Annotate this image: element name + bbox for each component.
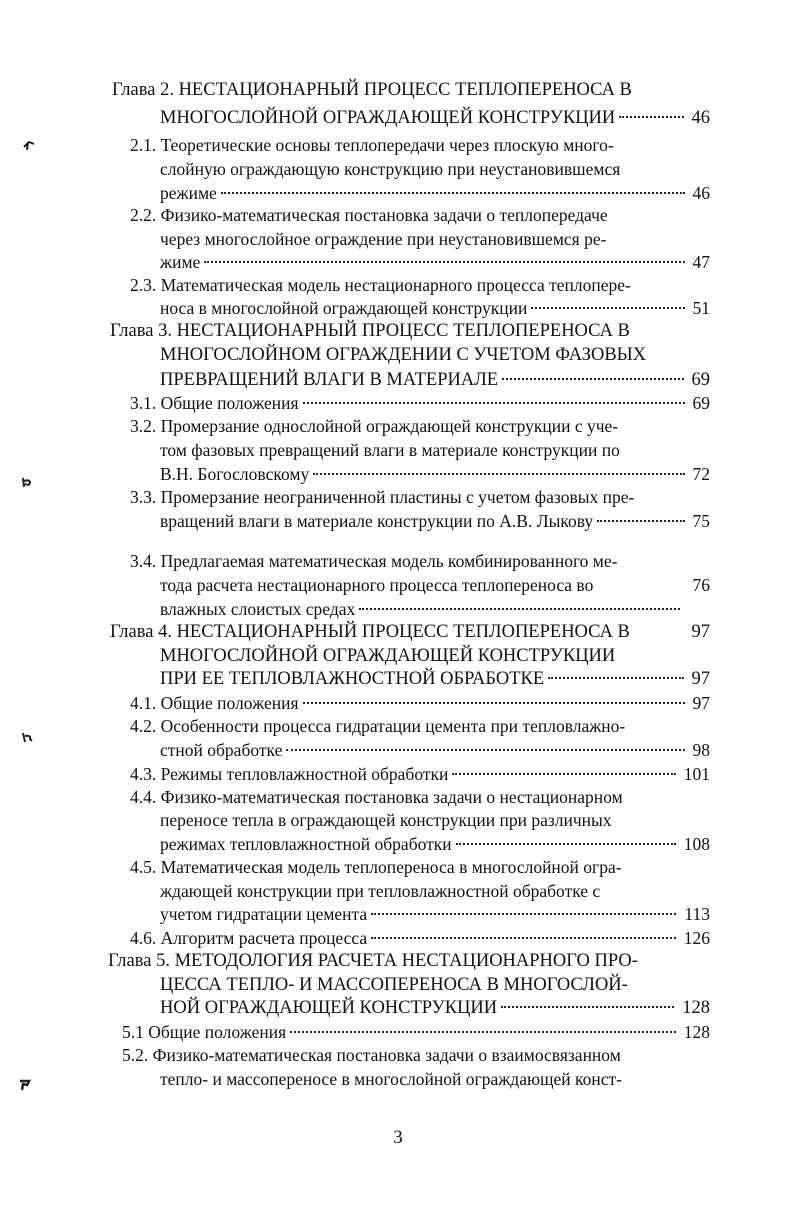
toc-line-text: 4.1. Общие положения — [130, 693, 299, 713]
toc-line-text: учетом гидратации цемента — [160, 904, 368, 924]
toc-line — [160, 808, 710, 832]
toc-line-text: 2.1. Теоретические основы теплопередачи через плоскую много- — [130, 135, 614, 155]
toc-line-text: 2.3. Математическая модель нестационарного процесса теплопере- — [130, 275, 631, 295]
toc-line — [160, 438, 710, 462]
toc-line — [160, 106, 710, 130]
toc-line — [130, 762, 710, 786]
toc-page-number: 128 — [682, 998, 710, 1018]
toc-line — [122, 1020, 710, 1044]
toc-page-number: 101 — [683, 764, 710, 784]
dot-leader — [597, 520, 684, 522]
toc-line — [160, 738, 710, 762]
dot-leader — [286, 749, 684, 751]
toc-line — [108, 949, 708, 973]
toc-line-text: стной обработке — [160, 740, 283, 760]
toc-line-text: 3.2. Промерзание однослойной ограждающей конструкции с уче- — [130, 416, 619, 436]
toc-line — [110, 620, 710, 644]
toc-line — [130, 414, 710, 438]
toc-line — [160, 667, 710, 691]
toc-line-text: ждающей конструкции при тепловлажностной обработке с — [160, 881, 601, 901]
toc-line — [112, 78, 672, 102]
scan-speck-icon — [20, 730, 34, 744]
toc-line-text: тепло- и массопереносе в многослойной ограждающей конст- — [160, 1069, 622, 1089]
toc-line-text: ПРЕВРАЩЕНИЙ ВЛАГИ В МАТЕРИАЛЕ — [160, 370, 499, 390]
page-number: 3 — [393, 1127, 403, 1148]
toc-line-text: том фазовых превращений влаги в материале конструкции по — [160, 440, 620, 460]
toc-line-text: тода расчета нестационарного процесса теплопереноса во — [160, 575, 594, 595]
toc-line — [160, 644, 710, 668]
toc-line — [130, 714, 710, 738]
toc-line-text: режимах тепловлажностной обработки — [160, 834, 452, 854]
toc-line — [110, 319, 670, 343]
toc-line-text: 4.3. Режимы тепловлажностной обработки — [130, 764, 449, 784]
toc-line-text: МНОГОСЛОЙНОЙ ОГРАЖДАЮЩЕЙ КОНСТРУКЦИИ — [160, 646, 616, 666]
toc-page-number: 46 — [691, 108, 710, 128]
scan-speck-icon — [18, 1078, 32, 1092]
toc-line-text: жиме — [160, 252, 201, 272]
toc-line — [160, 597, 680, 621]
toc-line — [160, 973, 710, 997]
toc-line-text: Глава 2. НЕСТАЦИОНАРНЫЙ ПРОЦЕСС ТЕПЛОПЕРЕНОСА В — [112, 80, 632, 100]
toc-line-text: НОЙ ОГРАЖДАЮЩЕЙ КОНСТРУКЦИИ — [160, 998, 498, 1018]
toc-line — [130, 391, 710, 415]
toc-line-text: переносе тепла в ограждающей конструкции при различных — [160, 810, 612, 830]
toc-page-number: 69 — [692, 393, 710, 413]
toc-line-text: Глава 3. НЕСТАЦИОНАРНЫЙ ПРОЦЕСС ТЕПЛОПЕРЕНОСА В — [110, 321, 630, 341]
toc-line — [130, 203, 710, 227]
toc-line — [160, 227, 710, 251]
toc-line — [160, 250, 710, 274]
toc-line-text: 4.5. Математическая модель теплопереноса в многослойной огра- — [130, 857, 622, 877]
toc-line-text: МНОГОСЛОЙНОМ ОГРАЖДЕНИИ С УЧЕТОМ ФАЗОВЫХ — [160, 345, 647, 365]
dot-leader — [204, 261, 684, 263]
toc-line-text: В.Н. Богословскому — [160, 464, 310, 484]
toc-line-text: 4.2. Особенности процесса гидратации цемента при тепловлажно- — [130, 716, 626, 736]
dot-leader — [619, 116, 683, 118]
toc-line — [130, 273, 710, 297]
toc-line — [160, 462, 710, 486]
toc-line — [160, 1067, 710, 1091]
toc-page-number: 97 — [692, 693, 710, 713]
toc-line — [160, 296, 710, 320]
toc-line-text: 2.2. Физико-математическая постановка задачи о теплопередаче — [130, 205, 608, 225]
toc-page-number: 98 — [692, 740, 710, 760]
toc-line — [160, 368, 710, 392]
toc-line-text: 3.4. Предлагаемая математическая модель комбинированного ме- — [130, 551, 618, 571]
toc-line — [160, 996, 710, 1020]
toc-line — [130, 926, 710, 950]
dot-leader — [531, 307, 684, 309]
toc-page-number: 97 — [691, 669, 710, 689]
toc-line-text: слойную ограждающую конструкцию при неустановившемся — [160, 159, 621, 179]
toc-line — [130, 785, 710, 809]
dot-leader — [371, 937, 676, 939]
toc-page-number: 76 — [692, 575, 710, 595]
toc-page-number: 126 — [683, 928, 710, 948]
dot-leader — [303, 402, 685, 404]
toc-line-text: вращений влаги в материале конструкции по А.В. Лыкову — [160, 511, 594, 531]
toc-line — [160, 832, 710, 856]
dot-leader — [290, 1031, 676, 1033]
dot-leader — [371, 913, 676, 915]
toc-line — [160, 902, 710, 926]
toc-line — [160, 879, 710, 903]
toc-line — [160, 573, 710, 597]
toc-line — [160, 181, 710, 205]
toc-page-number: 72 — [692, 464, 710, 484]
dot-leader — [313, 473, 684, 475]
dot-leader — [548, 677, 683, 679]
toc-page-number: 128 — [683, 1022, 710, 1042]
toc-line — [130, 855, 710, 879]
dot-leader — [456, 843, 676, 845]
toc-line — [160, 343, 710, 367]
toc-line — [122, 1043, 710, 1067]
toc-page-number: 46 — [692, 183, 710, 203]
toc-line — [130, 549, 710, 573]
toc-line-text: ЦЕССА ТЕПЛО- И МАССОПЕРЕНОСА В МНОГОСЛОЙ- — [160, 975, 628, 995]
toc-line-text: Глава 4. НЕСТАЦИОНАРНЫЙ ПРОЦЕСС ТЕПЛОПЕРЕНОСА В — [110, 622, 630, 642]
toc-line — [160, 509, 710, 533]
toc-page-number: 69 — [691, 370, 710, 390]
toc-line-text: 4.6. Алгоритм расчета процесса — [130, 928, 368, 948]
toc-line-text: 3.1. Общие положения — [130, 393, 299, 413]
scan-speck-icon — [22, 138, 36, 152]
toc-line-text: 5.1 Общие положения — [122, 1022, 287, 1042]
toc-line-text: через многослойное ограждение при неустановившемся ре- — [160, 229, 607, 249]
toc-page-number: 75 — [692, 511, 710, 531]
toc-line-text: влажных слоистых средах — [160, 599, 356, 619]
dot-leader — [303, 702, 685, 704]
toc-line — [160, 157, 710, 181]
toc-line-text: 3.3. Промерзание неограниченной пластины с учетом фазовых пре- — [130, 487, 635, 507]
toc-line-text: носа в многослойной ограждающей конструкции — [160, 298, 528, 318]
toc-line-text: Глава 5. МЕТОДОЛОГИЯ РАСЧЕТА НЕСТАЦИОНАРНОГО ПРО- — [108, 951, 638, 971]
dot-leader — [501, 1006, 674, 1008]
toc-page-number: 113 — [684, 904, 710, 924]
toc-line-text: ПРИ ЕЕ ТЕПЛОВЛАЖНОСТНОЙ ОБРАБОТКЕ — [160, 669, 545, 689]
toc-page-number: 108 — [683, 834, 710, 854]
toc-page-number: 47 — [692, 252, 710, 272]
scan-speck-icon — [20, 475, 34, 489]
toc-line — [130, 691, 710, 715]
dot-leader — [221, 192, 685, 194]
toc-page-number: 51 — [692, 298, 710, 318]
dot-leader — [452, 773, 675, 775]
toc-line-text: МНОГОСЛОЙНОЙ ОГРАЖДАЮЩЕЙ КОНСТРУКЦИИ — [160, 108, 616, 128]
toc-page-number: 97 — [691, 622, 710, 642]
toc-line-text: 4.4. Физико-математическая постановка задачи о нестационарном — [130, 787, 623, 807]
toc-line-text: режиме — [160, 183, 217, 203]
toc-line-text: 5.2. Физико-математическая постановка задачи о взаимосвязанном — [122, 1045, 621, 1065]
toc-line — [130, 133, 710, 157]
dot-leader — [359, 608, 680, 610]
dot-leader — [502, 378, 683, 380]
toc-line — [130, 485, 710, 509]
